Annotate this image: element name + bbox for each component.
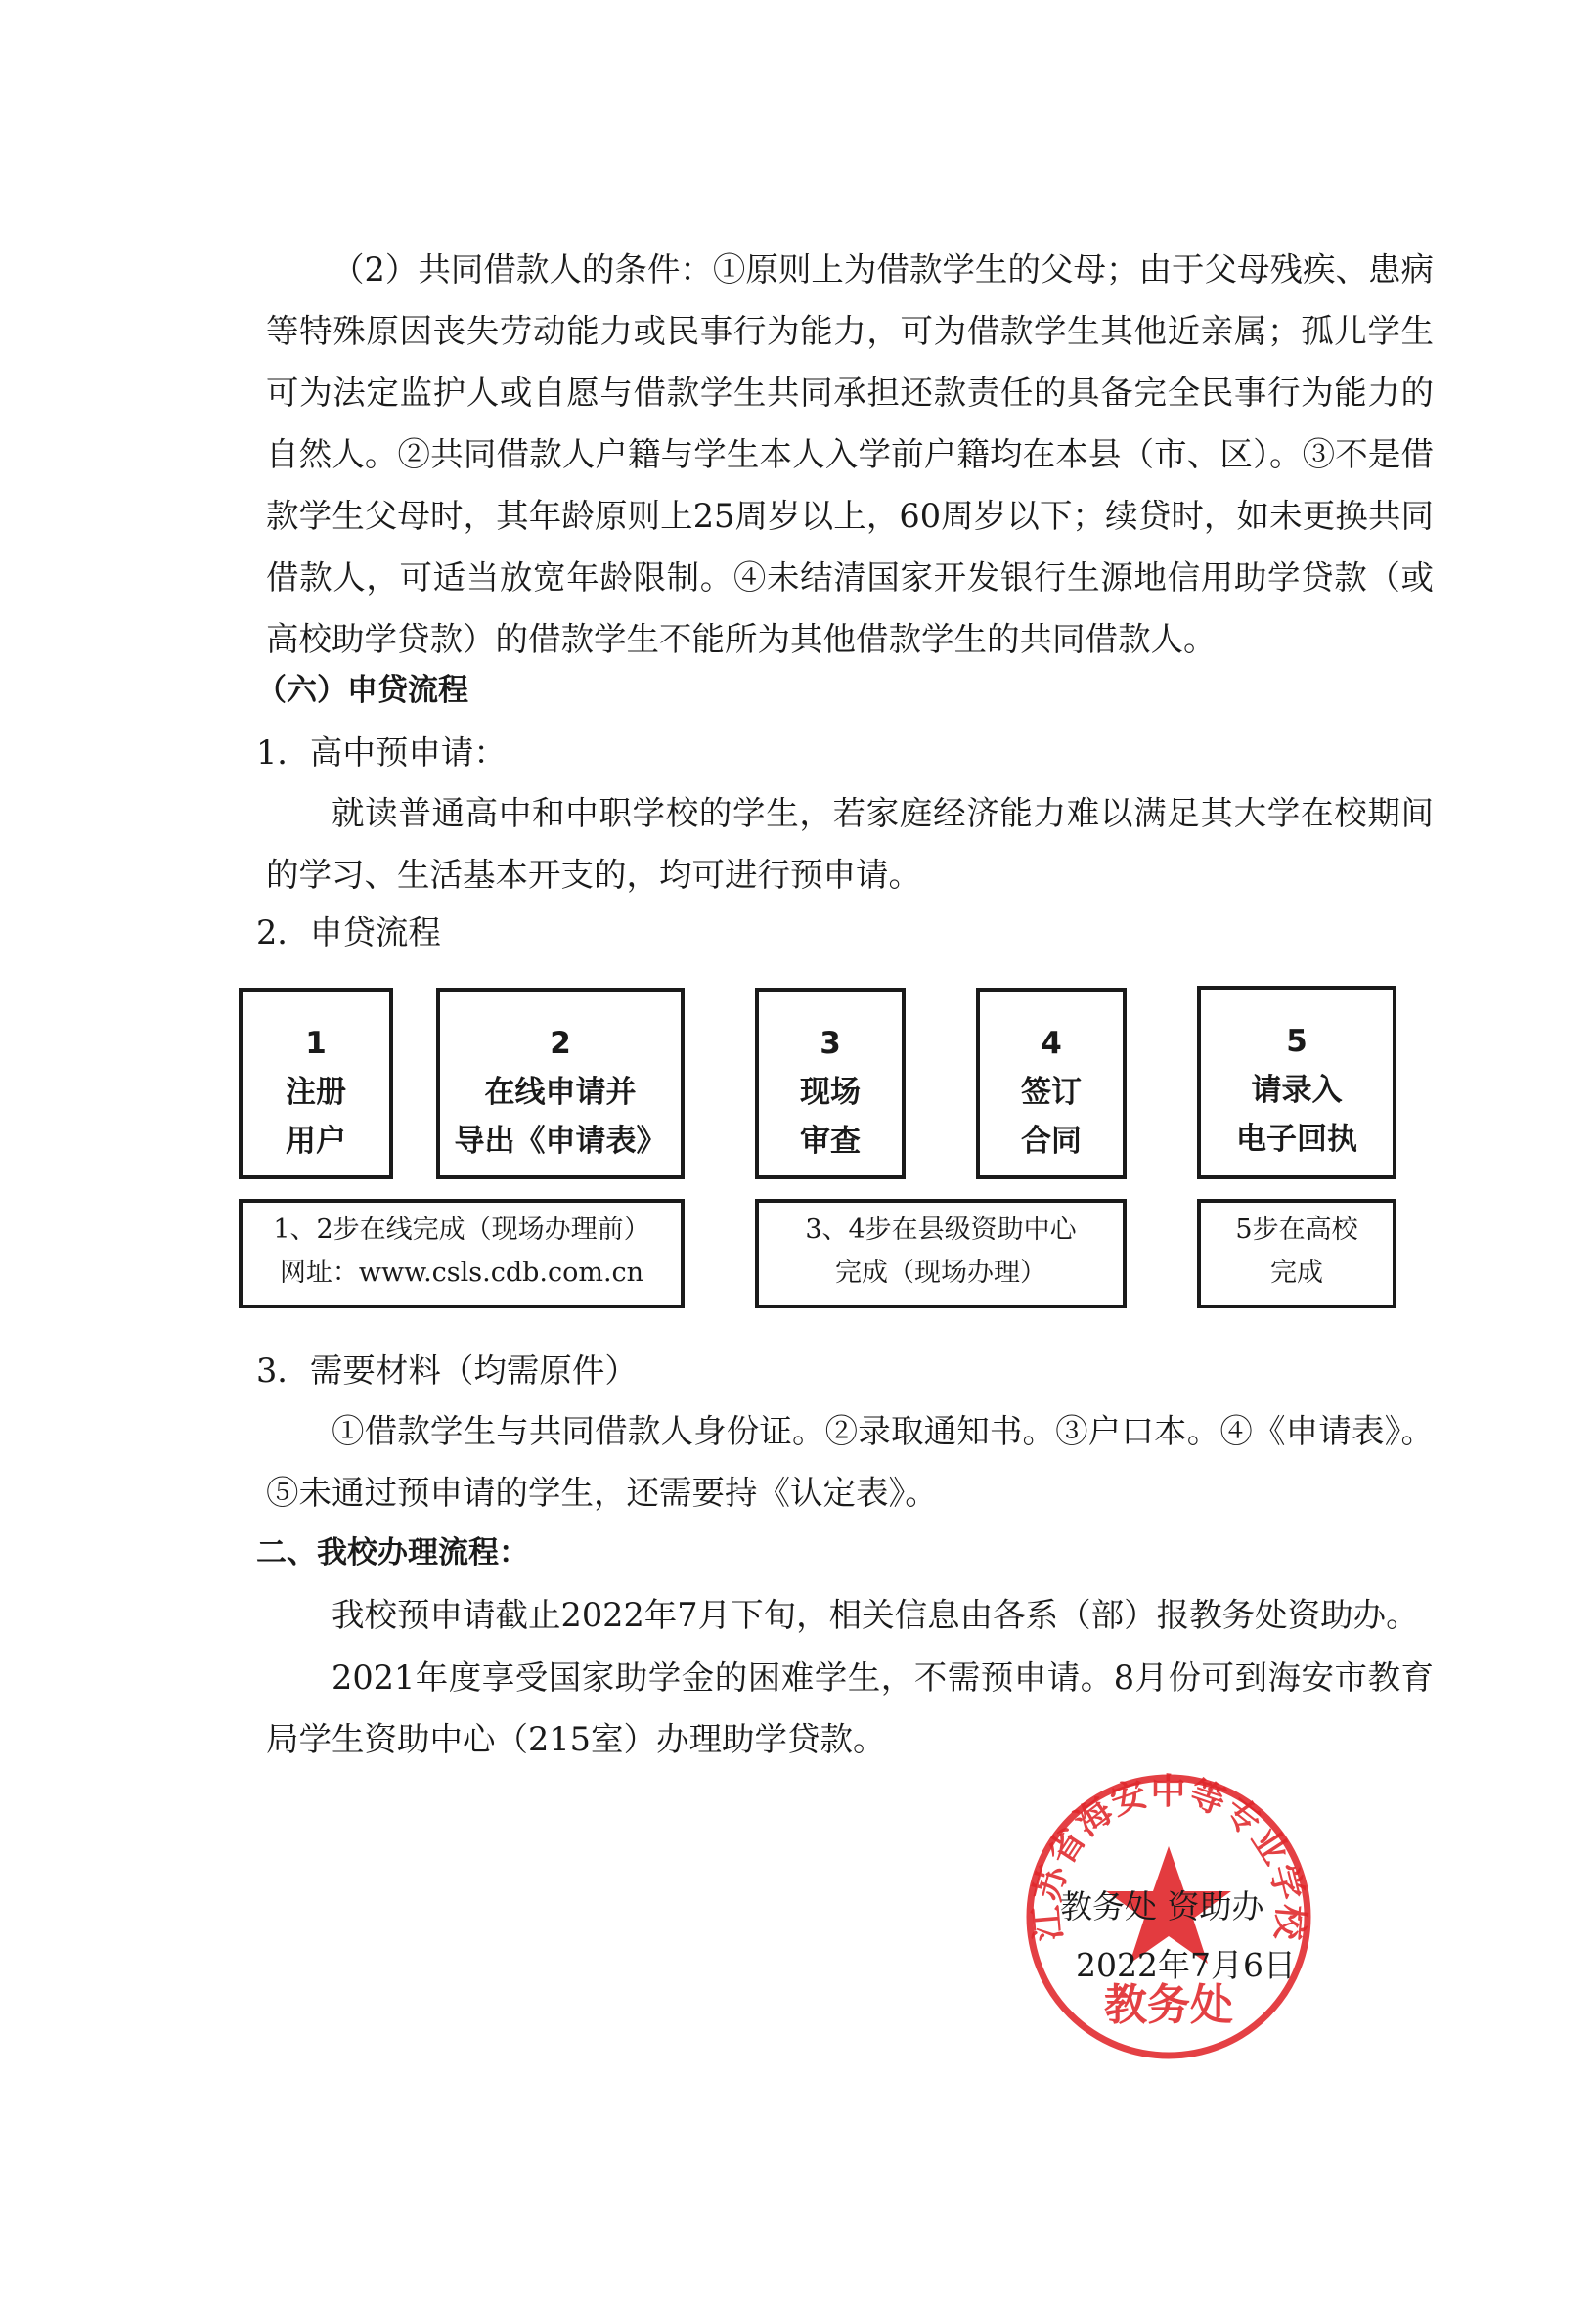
flow-step-2	[436, 988, 685, 1179]
step-label-line1: 现场	[800, 1075, 861, 1110]
flow-note-county	[755, 1199, 1127, 1308]
note-line1: 5步在高校	[1235, 1215, 1358, 1245]
step-number: 5	[1286, 1024, 1308, 1059]
step-label-line2: 合同	[1021, 1124, 1082, 1159]
flow-step-3	[755, 988, 906, 1179]
step-label-line2: 审查	[800, 1124, 861, 1159]
item-3-heading: 3．需要材料（均需原件）	[256, 1351, 638, 1390]
note-line2: 完成（现场办理）	[835, 1258, 1046, 1288]
flow-note-university	[1197, 1199, 1396, 1308]
step-label-line2: 导出《申请表》	[454, 1124, 667, 1159]
signature-date: 2022年7月6日	[1076, 1946, 1296, 1984]
school-paragraph-2: 2021年度享受国家助学金的困难学生，不需预申请。8月份可到海安市教育局学生资助中心（215室）办理助学贷款。	[266, 1659, 1434, 1758]
seal-center-text: 教务处	[1104, 1980, 1233, 2030]
flow-step-1	[239, 988, 393, 1179]
flow-step-4	[976, 988, 1127, 1179]
note-line2: 完成	[1270, 1258, 1323, 1288]
step-label-line1: 签订	[1021, 1075, 1082, 1110]
section-6-heading: （六）申贷流程	[256, 673, 468, 708]
co-borrower-conditions: （2）共同借款人的条件：①原则上为借款学生的父母；由于父母残疾、患病等特殊原因丧失劳动能力或民事行为能力，可为借款学生其他近亲属；孤儿学生可为法定监护人或自愿与借款学生共同承担还款责任的具备完全民事行为能力的自然人。②共同借款人户籍与学生本人入学前户籍均在本县（市、区）。③不是借款学生父母时，其年龄原则上25周岁以上，60周岁以下；续贷时，如未更换共同借款人，可适当放宽年龄限制。④未结清国家开发银行生源地信用助学贷款（或高校助学贷款）的借款学生不能所为其他借款学生的共同借款人。	[266, 250, 1434, 658]
step-label-line2: 用户	[286, 1124, 346, 1159]
item-1-heading: 1．高中预申请：	[256, 733, 507, 772]
note-line1: 3、4步在县级资助中心	[805, 1215, 1077, 1245]
step-number: 1	[305, 1026, 327, 1061]
seal-arc-text: 江苏省海安中等专业学校	[1026, 1771, 1311, 1943]
flow-note-online	[239, 1199, 685, 1308]
school-paragraph-1: 我校预申请截止2022年7月下旬，相关信息由各系（部）报教务处资助办。	[332, 1596, 1419, 1634]
step-number: 4	[1041, 1026, 1062, 1061]
step-label-line1: 请录入	[1251, 1073, 1343, 1108]
step-number: 3	[820, 1026, 841, 1061]
step-number: 2	[550, 1026, 571, 1061]
item-2-heading: 2．申贷流程	[256, 913, 441, 951]
section-2-heading: 二、我校办理流程：	[256, 1535, 529, 1570]
item-3-text: ①借款学生与共同借款人身份证。②录取通知书。③户口本。④《申请表》。⑤未通过预申请的学生，还需要持《认定表》。	[266, 1412, 1434, 1512]
step-label-line1: 注册	[286, 1075, 346, 1110]
note-line2: 网址：www.csls.cdb.com.cn	[279, 1258, 644, 1288]
note-line1: 1、2步在线完成（现场办理前）	[273, 1215, 650, 1245]
flow-step-5	[1197, 986, 1396, 1179]
item-1-text: 就读普通高中和中职学校的学生，若家庭经济能力难以满足其大学在校期间的学习、生活基本开支的，均可进行预申请。	[266, 794, 1434, 894]
step-label-line2: 电子回执	[1236, 1122, 1357, 1157]
step-label-line1: 在线申请并	[484, 1075, 637, 1110]
signature-departments: 教务处 资助办	[1060, 1887, 1264, 1925]
